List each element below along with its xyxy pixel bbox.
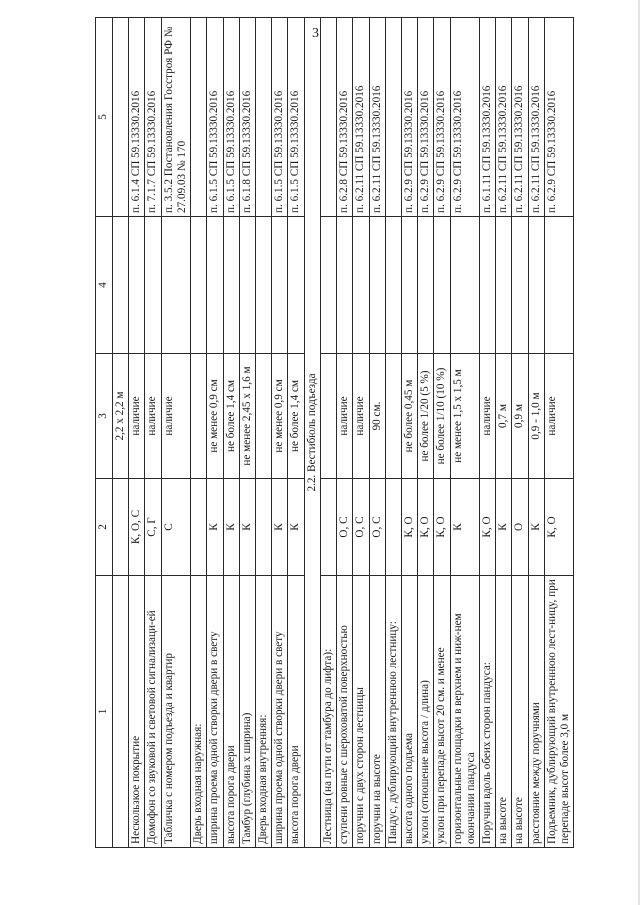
table-cell-col2: К bbox=[207, 479, 223, 576]
table-cell-col5 bbox=[191, 18, 207, 217]
table-cell-col2: О bbox=[512, 479, 528, 576]
section-title: 2.2. Вестибюль подъезда bbox=[304, 18, 320, 848]
table-cell-col4 bbox=[496, 217, 512, 354]
table-cell-col1: Домофон со звуковой и световой сигнализаци-ей bbox=[145, 576, 161, 848]
table-cell-col1: высота одного подъема bbox=[401, 576, 417, 848]
table-cell-col3: не менее 0,9 см bbox=[207, 354, 223, 479]
table-row bbox=[434, 18, 450, 848]
table-cell-col3: наличие bbox=[145, 354, 161, 479]
table-cell-col4 bbox=[544, 217, 573, 354]
table-cell-col5: п. 6.1.5 СП 59.13330.2016 bbox=[207, 18, 223, 217]
table-cell-col2: С bbox=[161, 479, 190, 576]
table-cell-col1: поручни с двух сторон лестницы bbox=[353, 576, 369, 848]
section-row bbox=[304, 18, 320, 848]
table-cell-col1: высота порога двери bbox=[223, 576, 239, 848]
table-row bbox=[450, 18, 479, 848]
table-row bbox=[385, 18, 401, 848]
table-cell-col4 bbox=[418, 217, 434, 354]
header-cell: 1 bbox=[96, 576, 113, 848]
table-cell-col1: Лестница (на пути от тамбура до лифта): bbox=[320, 576, 336, 848]
table-cell-col1: уклон при перепаде высот 20 см. и менее bbox=[434, 576, 450, 848]
table-cell-col1: Пандус, дублирующий внутреннюю лестницу: bbox=[385, 576, 401, 848]
table-cell-col1: на высоте bbox=[512, 576, 528, 848]
table-row bbox=[129, 18, 145, 848]
table-cell-col3: наличие bbox=[129, 354, 145, 479]
table-cell-col5: п. 6.2.9 СП 59.13330.2016 bbox=[401, 18, 417, 217]
table-row bbox=[145, 18, 161, 848]
table-cell-col5: п. 6.2.11 СП 59.13330.2016 bbox=[512, 18, 528, 217]
table-cell-col3: 0,9 - 1,0 м bbox=[528, 354, 544, 479]
table-row bbox=[239, 18, 255, 848]
table-cell-col4 bbox=[369, 217, 385, 354]
table-row bbox=[369, 18, 385, 848]
table-cell-col5 bbox=[320, 18, 336, 217]
table-cell-col4 bbox=[223, 217, 239, 354]
table-cell-col3 bbox=[191, 354, 207, 479]
table-cell-col3: наличие bbox=[161, 354, 190, 479]
table-cell-col5: п. 3.5.2 Постановления Госстроя РФ № 27.09.03 № 170 bbox=[161, 18, 190, 217]
table-cell-col5: п. 6.1.4 СП 59.13330.2016 bbox=[129, 18, 145, 217]
table-cell-col5: п. 6.2.9 СП 59.13330.2016 bbox=[544, 18, 573, 217]
table-cell-col2: К bbox=[496, 479, 512, 576]
table-row bbox=[480, 18, 496, 848]
table-row bbox=[496, 18, 512, 848]
table-cell-col4 bbox=[207, 217, 223, 354]
table-cell-col1: Дверь входная внутренняя: bbox=[255, 576, 271, 848]
table-cell-col2: К, О, С bbox=[129, 479, 145, 576]
table-cell-col4 bbox=[161, 217, 190, 354]
table-cell-col5 bbox=[385, 18, 401, 217]
table-cell-col5: п. 6.2.9 СП 59.13330.2016 bbox=[418, 18, 434, 217]
table-row bbox=[207, 18, 223, 848]
table-cell-col2: К, О bbox=[544, 479, 573, 576]
table-cell-col3: 0,9 м bbox=[512, 354, 528, 479]
table-cell-col5: п. 6.2.9 СП 59.13330.2016 bbox=[434, 18, 450, 217]
table-row bbox=[113, 18, 129, 848]
table-cell-col2: О, С bbox=[337, 479, 353, 576]
table-cell-col3: 0,7 м bbox=[496, 354, 512, 479]
table-body bbox=[113, 18, 574, 848]
table-cell-col2: К, О bbox=[401, 479, 417, 576]
table-cell-col3: не более 1,4 см bbox=[223, 354, 239, 479]
header-cell: 2 bbox=[96, 479, 113, 576]
table-row bbox=[161, 18, 190, 848]
table-row bbox=[544, 18, 573, 848]
header-row bbox=[96, 18, 113, 848]
table-cell-col2 bbox=[113, 479, 129, 576]
header-cell: 5 bbox=[96, 18, 113, 217]
table-cell-col5: п. 6.2.11 СП 59.13330.2016 bbox=[528, 18, 544, 217]
table-cell-col1: ширина проема одной створки двери в свету bbox=[272, 576, 288, 848]
table-cell-col4 bbox=[255, 217, 271, 354]
table-cell-col5: п. 6.1.5 СП 59.13330.2016 bbox=[288, 18, 304, 217]
table-cell-col4 bbox=[288, 217, 304, 354]
table-cell-col2: О, С bbox=[369, 479, 385, 576]
table-cell-col3: не более 1/10 (10 %) bbox=[434, 354, 450, 479]
header-cell: 4 bbox=[96, 217, 113, 354]
table-cell-col4 bbox=[191, 217, 207, 354]
table-row bbox=[353, 18, 369, 848]
table-cell-col4 bbox=[239, 217, 255, 354]
table-cell-col3: наличие bbox=[480, 354, 496, 479]
table-cell-col3 bbox=[385, 354, 401, 479]
page-number: 3 bbox=[312, 26, 319, 41]
table-cell-col2: К bbox=[223, 479, 239, 576]
table-cell-col1: Табличка с номером подъезда и квартир bbox=[161, 576, 190, 848]
table-cell-col1: ступени ровные с шероховатой поверхностью bbox=[337, 576, 353, 848]
table-cell-col1: расстояние между поручнями bbox=[528, 576, 544, 848]
table-cell-col4 bbox=[528, 217, 544, 354]
table-cell-col5: п. 6.1.11 СП 59.13330.2016 bbox=[480, 18, 496, 217]
table-cell-col4 bbox=[320, 217, 336, 354]
table-cell-col3: не менее 1,5 х 1,5 м bbox=[450, 354, 479, 479]
table-cell-col4 bbox=[129, 217, 145, 354]
table-cell-col4 bbox=[401, 217, 417, 354]
table-cell-col3: не менее 0,9 см bbox=[272, 354, 288, 479]
table-cell-col5: п. 6.2.11 СП 59.13330.2016 bbox=[496, 18, 512, 217]
table-row bbox=[528, 18, 544, 848]
table-cell-col2: К bbox=[239, 479, 255, 576]
table-row bbox=[337, 18, 353, 848]
table-cell-col3 bbox=[255, 354, 271, 479]
table-cell-col4 bbox=[480, 217, 496, 354]
table-cell-col1: ширина проема одной створки двери в свету bbox=[207, 576, 223, 848]
table-cell-col2 bbox=[385, 479, 401, 576]
table-cell-col2 bbox=[191, 479, 207, 576]
table-cell-col1: Дверь входная наружная: bbox=[191, 576, 207, 848]
table-cell-col4 bbox=[450, 217, 479, 354]
table-row bbox=[255, 18, 271, 848]
table-cell-col4 bbox=[434, 217, 450, 354]
table-cell-col2: К bbox=[288, 479, 304, 576]
table-cell-col2: К, О bbox=[434, 479, 450, 576]
table-cell-col3: 90 см. bbox=[369, 354, 385, 479]
table-cell-col2: К bbox=[450, 479, 479, 576]
table-cell-col4 bbox=[337, 217, 353, 354]
table-cell-col5: п. 6.1.8 СП 59.13330.2016 bbox=[239, 18, 255, 217]
table-cell-col5: п. 6.2.8 СП 59.13330.2016 bbox=[337, 18, 353, 217]
table-cell-col2: К bbox=[528, 479, 544, 576]
table-cell-col5: п. 6.1.5 СП 59.13330.2016 bbox=[272, 18, 288, 217]
table-cell-col2 bbox=[255, 479, 271, 576]
table-cell-col4 bbox=[385, 217, 401, 354]
table-cell-col4 bbox=[272, 217, 288, 354]
table-cell-col3: не менее 2,45 х 1,6 м bbox=[239, 354, 255, 479]
table-row bbox=[272, 18, 288, 848]
table-cell-col3: 2,2 х 2,2 м bbox=[113, 354, 129, 479]
table-cell-col1: высота порога двери bbox=[288, 576, 304, 848]
table-cell-col1: на высоте bbox=[496, 576, 512, 848]
table-cell-col5 bbox=[255, 18, 271, 217]
table-cell-col5: п. 6.2.9 СП 59.13330.2016 bbox=[450, 18, 479, 217]
table-cell-col1: Тамбур (глубина х ширина) bbox=[239, 576, 255, 848]
table-row bbox=[418, 18, 434, 848]
table-cell-col5: п. 7.1.7 СП 59.13330.2016 bbox=[145, 18, 161, 217]
table-cell-col4 bbox=[145, 217, 161, 354]
table-row bbox=[223, 18, 239, 848]
table-cell-col2 bbox=[320, 479, 336, 576]
table-cell-col2: К, О bbox=[418, 479, 434, 576]
table-row bbox=[512, 18, 528, 848]
rotated-table bbox=[95, 26, 572, 848]
table-cell-col3: наличие bbox=[353, 354, 369, 479]
table-cell-col1: Подъемник, дублирующий внутреннюю лест-ницу, при перепаде высот более 3,0 м bbox=[544, 576, 573, 848]
table-cell-col2: К, О bbox=[480, 479, 496, 576]
table-cell-col5 bbox=[113, 18, 129, 217]
table-row bbox=[288, 18, 304, 848]
table-cell-col3: не более 1,4 см bbox=[288, 354, 304, 479]
table-cell-col5: п. 6.2.11 СП 59.13330.2016 bbox=[369, 18, 385, 217]
table-cell-col3: наличие bbox=[337, 354, 353, 479]
table-row bbox=[320, 18, 336, 848]
table-cell-col2: С, Г bbox=[145, 479, 161, 576]
table-cell-col2: О, С bbox=[353, 479, 369, 576]
table-cell-col3: не более 0,45 м bbox=[401, 354, 417, 479]
table-cell-col3: не более 1/20 (5 %) bbox=[418, 354, 434, 479]
table-cell-col4 bbox=[512, 217, 528, 354]
table-cell-col1: Нескользкое покрытие bbox=[129, 576, 145, 848]
table-cell-col4 bbox=[113, 217, 129, 354]
table-cell-col5: п. 6.2.11 СП 59.13330.2016 bbox=[353, 18, 369, 217]
requirements-table bbox=[95, 17, 574, 848]
table-cell-col3 bbox=[320, 354, 336, 479]
table-cell-col5: п. 6.1.5 СП 59.13330.2016 bbox=[223, 18, 239, 217]
table-container bbox=[95, 26, 572, 848]
table-cell-col1: поручни на высоте bbox=[369, 576, 385, 848]
table-cell-col2: К bbox=[272, 479, 288, 576]
table-row bbox=[191, 18, 207, 848]
table-row bbox=[401, 18, 417, 848]
table-cell-col4 bbox=[353, 217, 369, 354]
table-cell-col1 bbox=[113, 576, 129, 848]
table-cell-col1: Поручни вдоль обеих сторон пандуса: bbox=[480, 576, 496, 848]
table-cell-col1: горизонтальные площадки в верхнем и ниж-нем окончании пандуса bbox=[450, 576, 479, 848]
table-cell-col3: наличие bbox=[544, 354, 573, 479]
header-cell: 3 bbox=[96, 354, 113, 479]
table-cell-col1: уклон (отношение высота / длина) bbox=[418, 576, 434, 848]
